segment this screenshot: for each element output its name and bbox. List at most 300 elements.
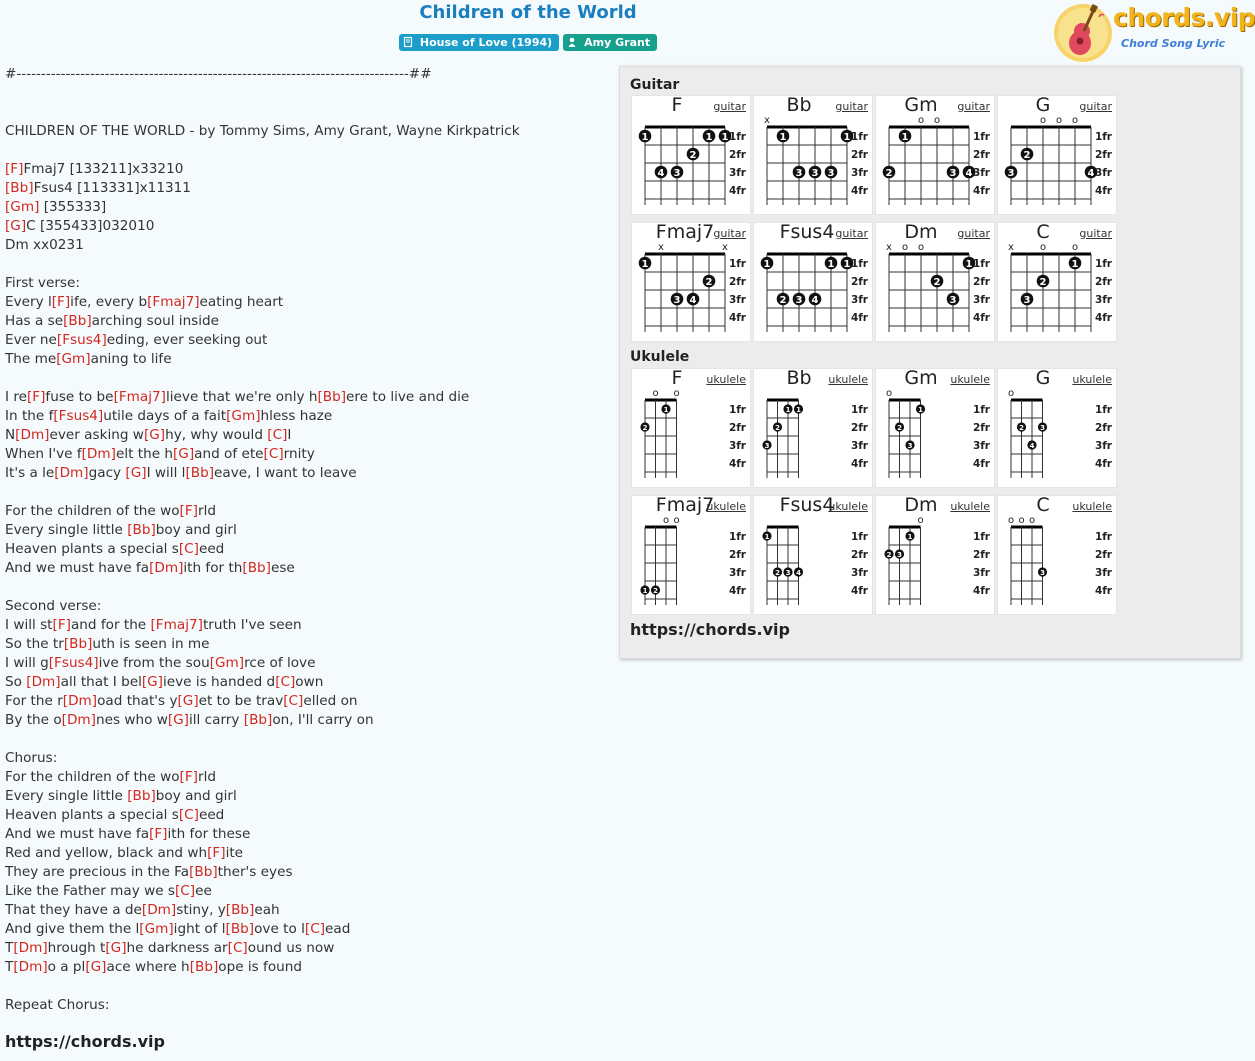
fret-label: 4fr bbox=[728, 312, 746, 324]
lyric-text: ove to l bbox=[254, 921, 305, 937]
lyric-line bbox=[5, 559, 605, 578]
chord-link[interactable]: [C] bbox=[275, 674, 296, 690]
chord-name: Fmaj7 bbox=[655, 494, 715, 516]
lyric-line bbox=[5, 540, 605, 559]
finger-number: 2 bbox=[779, 294, 787, 306]
chord-link[interactable]: [Bb] bbox=[225, 921, 255, 937]
lyric-text: Fsus4 [113331]x11311 bbox=[33, 180, 191, 196]
guitar-link[interactable]: guitar bbox=[1079, 227, 1112, 240]
finger-number: 3 bbox=[1007, 167, 1015, 179]
finger-number: 1 bbox=[843, 131, 851, 143]
chord-link[interactable]: [Bb] bbox=[127, 788, 156, 804]
lyric-text: First verse: bbox=[5, 275, 80, 291]
lyric-text: So bbox=[5, 674, 27, 690]
lyric-text: And give them the l bbox=[5, 921, 140, 937]
lyric-line bbox=[5, 958, 605, 977]
chord-link[interactable]: [Bb] bbox=[225, 902, 255, 918]
lyric-text: ite bbox=[225, 845, 244, 861]
chord-link[interactable]: [G] bbox=[141, 674, 163, 690]
open-string-marker: o bbox=[933, 115, 941, 126]
finger-number: 4 bbox=[796, 568, 801, 577]
fret-label: 4fr bbox=[972, 458, 990, 470]
chord-link[interactable]: [Gm] bbox=[56, 351, 91, 367]
lyric-text: aning to life bbox=[90, 351, 172, 367]
guitar-link[interactable]: guitar bbox=[713, 227, 746, 240]
chord-link[interactable]: [Dm] bbox=[26, 674, 61, 690]
lyric-text: hy, why would bbox=[165, 427, 268, 443]
guitar-link[interactable]: guitar bbox=[957, 227, 990, 240]
chord-link[interactable]: [Dm] bbox=[62, 693, 98, 709]
lyric-line bbox=[5, 996, 605, 1015]
lyric-text: ead bbox=[325, 921, 351, 937]
lyric-text: It's a le bbox=[5, 465, 55, 481]
lyric-text: eave, I want to leave bbox=[214, 465, 357, 481]
lyric-text: #--------------------------------------------------------------------------------## bbox=[5, 66, 432, 82]
chord-link[interactable]: [Gm] bbox=[139, 921, 174, 937]
lyric-text: Like the Father may we s bbox=[5, 883, 175, 899]
open-string-marker: o bbox=[901, 242, 909, 253]
lyric-line bbox=[5, 103, 605, 122]
chord-link[interactable]: [Fsus4] bbox=[56, 332, 107, 348]
lyric-line bbox=[5, 616, 605, 635]
ukulele-chord-dm[interactable] bbox=[875, 495, 995, 615]
guitar-link[interactable]: guitar bbox=[957, 100, 990, 113]
chord-link[interactable]: [Dm] bbox=[13, 959, 48, 975]
lyric-line bbox=[5, 521, 605, 540]
open-string-marker: o bbox=[917, 242, 925, 253]
fret-label: 4fr bbox=[850, 458, 868, 470]
guitar-chord-gm[interactable] bbox=[875, 95, 995, 215]
finger-number: 3 bbox=[827, 167, 835, 179]
open-string-marker: o bbox=[1071, 242, 1079, 253]
fret-label: 4fr bbox=[850, 185, 868, 197]
chord-link[interactable]: [G] bbox=[177, 693, 199, 709]
finger-number: 2 bbox=[775, 568, 780, 577]
lyric-text: The me bbox=[5, 351, 57, 367]
lyric-text: T bbox=[5, 940, 14, 956]
lyric-line bbox=[5, 711, 605, 730]
lyric-text: I bbox=[287, 427, 292, 443]
finger-number: 4 bbox=[657, 167, 665, 179]
fret-label: 3fr bbox=[850, 294, 868, 306]
fret-label: 4fr bbox=[1094, 458, 1112, 470]
lyric-line bbox=[5, 445, 605, 464]
chord-link[interactable]: [Bb] bbox=[127, 522, 156, 538]
lyric-text: When I've f bbox=[5, 446, 82, 462]
fret-label: 2fr bbox=[850, 549, 868, 561]
chord-name: C bbox=[1036, 494, 1050, 516]
lyric-line bbox=[5, 654, 605, 673]
finger-number: 2 bbox=[886, 550, 892, 559]
ukulele-link[interactable]: ukulele bbox=[828, 500, 868, 513]
song-title: Children of the World bbox=[419, 2, 637, 23]
lyric-text: rld bbox=[197, 503, 216, 519]
chord-link[interactable]: [Bb] bbox=[242, 560, 271, 576]
chord-link[interactable]: [C] bbox=[263, 446, 284, 462]
guitar-chord-fsus4[interactable] bbox=[753, 222, 873, 342]
chord-link[interactable]: [C] bbox=[178, 807, 199, 823]
chord-link[interactable]: [C] bbox=[267, 427, 288, 443]
lyric-text: ere to live and die bbox=[346, 389, 470, 405]
lyric-line bbox=[5, 920, 605, 939]
chord-link[interactable]: [F] bbox=[51, 294, 71, 310]
lyric-text: ever asking w bbox=[49, 427, 144, 443]
finger-number: 1 bbox=[641, 258, 649, 270]
lyric-line bbox=[5, 863, 605, 882]
fret-label: 3fr bbox=[972, 440, 990, 452]
lyric-text: nes who w bbox=[95, 712, 168, 728]
fret-label: 2fr bbox=[728, 149, 746, 161]
chord-link[interactable]: [Bb] bbox=[189, 864, 218, 880]
muted-string-marker: x bbox=[764, 115, 770, 126]
guitar-chord-g[interactable] bbox=[997, 95, 1117, 215]
fret-label: 4fr bbox=[728, 185, 746, 197]
ukulele-link[interactable]: ukulele bbox=[1072, 500, 1112, 513]
chord-link[interactable]: [F] bbox=[149, 826, 168, 842]
ukulele-link[interactable]: ukulele bbox=[950, 373, 990, 386]
lyric-text: Chorus: bbox=[5, 750, 58, 766]
lyric-text: lieve that we're only h bbox=[166, 389, 318, 405]
lyric-text: That they have a de bbox=[5, 902, 142, 918]
finger-number: 4 bbox=[1087, 167, 1095, 179]
fret-label: 1fr bbox=[850, 531, 868, 543]
chord-link[interactable]: [G] bbox=[125, 465, 147, 481]
guitar-link[interactable]: guitar bbox=[713, 100, 746, 113]
lyric-line bbox=[5, 217, 605, 236]
chord-name: F bbox=[671, 94, 683, 116]
chord-link[interactable]: [Gm] bbox=[5, 199, 40, 215]
lyric-line bbox=[5, 141, 605, 160]
lyric-text: ill carry bbox=[189, 712, 244, 728]
finger-number: 1 bbox=[764, 532, 770, 541]
guitar-chord-dm[interactable] bbox=[875, 222, 995, 342]
fret-label: 2fr bbox=[1094, 549, 1112, 561]
finger-number: 3 bbox=[1040, 423, 1045, 432]
lyric-text: he darkness ar bbox=[126, 940, 228, 956]
fret-label: 4fr bbox=[1094, 185, 1112, 197]
ukulele-link[interactable]: ukulele bbox=[828, 373, 868, 386]
finger-number: 2 bbox=[933, 276, 941, 288]
fret-label: 4fr bbox=[850, 585, 868, 597]
chord-link[interactable]: [Gm] bbox=[209, 655, 245, 671]
fret-label: 4fr bbox=[972, 312, 990, 324]
logo-brand: chords.vip bbox=[1113, 3, 1255, 32]
fret-label: 3fr bbox=[850, 440, 868, 452]
chord-link[interactable]: [Dm] bbox=[61, 712, 96, 728]
fret-label: 4fr bbox=[972, 185, 990, 197]
ukulele-chord-g[interactable] bbox=[997, 368, 1117, 488]
muted-string-marker: x bbox=[658, 242, 664, 253]
finger-number: 3 bbox=[795, 167, 803, 179]
lyric-line bbox=[5, 692, 605, 711]
fret-label: 1fr bbox=[972, 404, 990, 416]
lyric-line bbox=[5, 977, 605, 996]
chord-name: Bb bbox=[786, 367, 812, 389]
fret-label: 2fr bbox=[972, 422, 990, 434]
finger-number: 4 bbox=[689, 294, 697, 306]
chord-link[interactable]: [Bb] bbox=[243, 712, 273, 728]
fret-label: 2fr bbox=[728, 549, 746, 561]
fret-label: 1fr bbox=[728, 131, 746, 143]
chord-name: Dm bbox=[904, 494, 938, 516]
footer-link[interactable]: https://chords.vip bbox=[5, 1032, 165, 1051]
lyric-text: ope is found bbox=[218, 959, 303, 975]
chord-link[interactable]: [G] bbox=[85, 959, 107, 975]
lyric-text: Every l bbox=[5, 294, 52, 310]
lyric-line bbox=[5, 882, 605, 901]
chord-link[interactable]: [F] bbox=[207, 845, 226, 861]
chord-link[interactable]: [F] bbox=[52, 617, 71, 633]
finger-number: 1 bbox=[843, 258, 851, 270]
lyric-text: [355333] bbox=[39, 199, 107, 215]
fret-label: 1fr bbox=[1094, 258, 1112, 270]
chord-link[interactable]: [F] bbox=[179, 503, 198, 519]
chord-link[interactable]: [Dm] bbox=[15, 427, 50, 443]
lyric-line bbox=[5, 597, 605, 616]
open-string-marker: o bbox=[1039, 115, 1047, 126]
user-icon bbox=[568, 37, 576, 47]
chord-link[interactable]: [Fmaj7] bbox=[150, 617, 203, 633]
chord-name: Gm bbox=[904, 367, 938, 389]
lyric-line bbox=[5, 673, 605, 692]
chord-name: Bb bbox=[786, 94, 812, 116]
finger-number: 2 bbox=[653, 586, 658, 595]
finger-number: 1 bbox=[705, 131, 713, 143]
fret-label: 3fr bbox=[850, 567, 868, 579]
lyric-line bbox=[5, 65, 605, 84]
finger-number: 1 bbox=[642, 586, 648, 595]
lyric-text: Heaven plants a special s bbox=[5, 541, 179, 557]
finger-number: 1 bbox=[901, 131, 909, 143]
open-string-marker: o bbox=[1055, 115, 1063, 126]
guitar-chord-bb[interactable] bbox=[753, 95, 873, 215]
fret-label: 3fr bbox=[1094, 440, 1112, 452]
lyric-text: For the r bbox=[5, 693, 63, 709]
lyric-line bbox=[5, 369, 605, 388]
fret-label: 3fr bbox=[1094, 567, 1112, 579]
chord-link[interactable]: [Dm] bbox=[13, 940, 48, 956]
lyric-text: boy and girl bbox=[155, 788, 237, 804]
lyric-line bbox=[5, 236, 605, 255]
lyric-text: For the children of the wo bbox=[5, 769, 180, 785]
guitar-chord-fmaj7[interactable] bbox=[631, 222, 751, 342]
lyric-text: Red and yellow, black and wh bbox=[5, 845, 208, 861]
lyric-text: ther's eyes bbox=[217, 864, 293, 880]
chord-link[interactable]: [G] bbox=[173, 446, 195, 462]
ukulele-link[interactable]: ukulele bbox=[950, 500, 990, 513]
lyric-text: Ever ne bbox=[5, 332, 57, 348]
open-string-marker: o bbox=[662, 515, 670, 526]
guitar-chord-c[interactable] bbox=[997, 222, 1117, 342]
fret-label: 1fr bbox=[972, 531, 990, 543]
lyric-line bbox=[5, 179, 605, 198]
panel-link[interactable]: https://chords.vip bbox=[630, 620, 790, 639]
open-string-marker: o bbox=[673, 515, 680, 526]
fret-label: 3fr bbox=[728, 440, 746, 452]
finger-number: 1 bbox=[763, 258, 771, 270]
guitar-link[interactable]: guitar bbox=[835, 227, 868, 240]
open-string-marker: o bbox=[1018, 515, 1025, 526]
lyric-line bbox=[5, 160, 605, 179]
ukulele-link[interactable]: ukulele bbox=[706, 373, 746, 386]
chord-link[interactable]: [G] bbox=[167, 712, 189, 728]
fret-label: 2fr bbox=[972, 149, 990, 161]
lyric-text: Every single little bbox=[5, 788, 128, 804]
ukulele-link[interactable]: ukulele bbox=[706, 500, 746, 513]
lyric-text: eed bbox=[198, 807, 225, 823]
lyric-text: Dm xx0231 bbox=[5, 237, 84, 253]
chord-link[interactable]: [Dm] bbox=[141, 902, 177, 918]
chord-name: G bbox=[1035, 367, 1051, 389]
lyric-line bbox=[5, 350, 605, 369]
guitar-chord-f[interactable] bbox=[631, 95, 751, 215]
chord-link[interactable]: [Bb] bbox=[317, 389, 347, 405]
open-string-marker: o bbox=[885, 388, 893, 399]
chord-link[interactable]: [Dm] bbox=[81, 446, 116, 462]
fret-label: 4fr bbox=[972, 585, 990, 597]
open-string-marker: o bbox=[1007, 515, 1015, 526]
muted-string-marker: x bbox=[1008, 242, 1014, 253]
chord-link[interactable]: [Bb] bbox=[63, 636, 93, 652]
lyric-text: oad that's y bbox=[97, 693, 178, 709]
finger-number: 1 bbox=[785, 405, 791, 414]
chord-link[interactable]: [Gm] bbox=[226, 408, 261, 424]
lyric-text: ese bbox=[270, 560, 295, 576]
lyric-text: truth I've seen bbox=[202, 617, 302, 633]
fret-label: 4fr bbox=[850, 312, 868, 324]
fret-label: 1fr bbox=[1094, 531, 1112, 543]
lyric-text: In the f bbox=[5, 408, 54, 424]
finger-number: 3 bbox=[673, 167, 681, 179]
chord-link[interactable]: [C] bbox=[283, 693, 304, 709]
lyric-text: For the children of the wo bbox=[5, 503, 180, 519]
ukulele-chord-fsus4[interactable] bbox=[753, 495, 873, 615]
chord-name: Dm bbox=[904, 221, 938, 243]
finger-number: 3 bbox=[785, 568, 791, 577]
lyric-text: ace where h bbox=[106, 959, 190, 975]
finger-number: 1 bbox=[907, 532, 913, 541]
chord-link[interactable]: [C] bbox=[304, 921, 326, 937]
lyric-text: I will st bbox=[5, 617, 53, 633]
lyric-text: o a pl bbox=[47, 959, 86, 975]
chord-link[interactable]: [Fsus4] bbox=[48, 655, 99, 671]
lyric-text: elt the h bbox=[115, 446, 173, 462]
lyric-text: rnity bbox=[283, 446, 315, 462]
guitar-link[interactable]: guitar bbox=[835, 100, 868, 113]
finger-number: 2 bbox=[1039, 276, 1047, 288]
lyric-text: utile days of a fait bbox=[103, 408, 227, 424]
guitar-link[interactable]: guitar bbox=[1079, 100, 1112, 113]
logo-tagline: Chord Song Lyric bbox=[1121, 37, 1226, 50]
finger-number: 4 bbox=[811, 294, 819, 306]
chord-link[interactable]: [Dm] bbox=[54, 465, 89, 481]
fret-label: 4fr bbox=[1094, 585, 1112, 597]
finger-number: 2 bbox=[1023, 149, 1031, 161]
chord-link[interactable]: [Fsus4] bbox=[53, 408, 104, 424]
lyrics-block bbox=[5, 65, 605, 1015]
lyric-text: ee bbox=[195, 883, 212, 899]
album-badge[interactable] bbox=[399, 34, 559, 51]
chord-link[interactable]: [Bb] bbox=[63, 313, 92, 329]
fret-label: 3fr bbox=[1094, 294, 1112, 306]
ukulele-chord-f[interactable] bbox=[631, 368, 751, 488]
lyric-text: Repeat Chorus: bbox=[5, 997, 110, 1013]
ukulele-chord-bb[interactable] bbox=[753, 368, 873, 488]
finger-number: 3 bbox=[907, 441, 913, 450]
lyric-line bbox=[5, 407, 605, 426]
fret-label: 2fr bbox=[1094, 276, 1112, 288]
open-string-marker: o bbox=[652, 388, 659, 399]
chord-link[interactable]: [F] bbox=[179, 769, 198, 785]
lyric-text: eating heart bbox=[199, 294, 284, 310]
finger-number: 3 bbox=[897, 550, 902, 559]
album-icon bbox=[404, 37, 412, 47]
ukulele-chord-c[interactable] bbox=[997, 495, 1117, 615]
lyric-line bbox=[5, 331, 605, 350]
chord-link[interactable]: [C] bbox=[175, 883, 196, 899]
open-string-marker: o bbox=[1071, 115, 1079, 126]
lyric-text: CHILDREN OF THE WORLD - by Tommy Sims, Amy Grant, Wayne Kirkpatrick bbox=[5, 123, 520, 139]
finger-number: 1 bbox=[918, 405, 923, 414]
lyric-text: ith for th bbox=[183, 560, 243, 576]
fret-label: 3fr bbox=[728, 294, 746, 306]
fret-label: 3fr bbox=[972, 167, 990, 179]
chord-name: Fsus4 bbox=[779, 494, 835, 516]
chord-link[interactable]: [G] bbox=[143, 427, 166, 443]
chord-link[interactable]: [F] bbox=[26, 389, 46, 405]
open-string-marker: o bbox=[917, 115, 925, 126]
lyric-text: rld bbox=[197, 769, 216, 785]
lyric-text: N bbox=[5, 427, 16, 443]
fret-label: 1fr bbox=[850, 131, 868, 143]
fret-label: 4fr bbox=[728, 458, 746, 470]
fret-label: 4fr bbox=[1094, 312, 1112, 324]
chord-name: G bbox=[1035, 94, 1051, 116]
chord-link[interactable]: [C] bbox=[227, 940, 248, 956]
open-string-marker: o bbox=[1028, 515, 1036, 526]
chord-link[interactable]: [Fmaj7] bbox=[147, 294, 200, 310]
fret-label: 1fr bbox=[728, 531, 746, 543]
fret-label: 3fr bbox=[1094, 167, 1112, 179]
ukulele-chord-gm[interactable] bbox=[875, 368, 995, 488]
lyric-line bbox=[5, 388, 605, 407]
lyric-text: I re bbox=[5, 389, 27, 405]
chord-link[interactable]: [Bb] bbox=[189, 959, 219, 975]
lyric-text: uth is seen in me bbox=[92, 636, 210, 652]
finger-number: 3 bbox=[949, 167, 957, 179]
fret-label: 1fr bbox=[1094, 131, 1112, 143]
ukulele-chord-fmaj7[interactable] bbox=[631, 495, 751, 615]
open-string-marker: o bbox=[1007, 388, 1015, 399]
finger-number: 3 bbox=[795, 294, 803, 306]
lyric-line bbox=[5, 844, 605, 863]
chord-link[interactable]: [C] bbox=[178, 541, 199, 557]
chord-link[interactable]: [Dm] bbox=[149, 560, 184, 576]
chord-link[interactable]: [Bb] bbox=[185, 465, 215, 481]
chord-link[interactable]: [G] bbox=[5, 218, 27, 234]
album-label: House of Love (1994) bbox=[419, 36, 553, 49]
lyric-text: rce of love bbox=[244, 655, 316, 671]
chord-link[interactable]: [Bb] bbox=[5, 180, 34, 196]
chord-link[interactable]: [F] bbox=[5, 161, 24, 177]
chord-link[interactable]: [Fmaj7] bbox=[113, 389, 166, 405]
finger-number: 1 bbox=[663, 405, 669, 414]
lyric-text: hrough t bbox=[47, 940, 106, 956]
chord-link[interactable]: [G] bbox=[105, 940, 127, 956]
fret-label: 2fr bbox=[850, 422, 868, 434]
artist-badge[interactable] bbox=[563, 34, 657, 51]
ukulele-link[interactable]: ukulele bbox=[1072, 373, 1112, 386]
